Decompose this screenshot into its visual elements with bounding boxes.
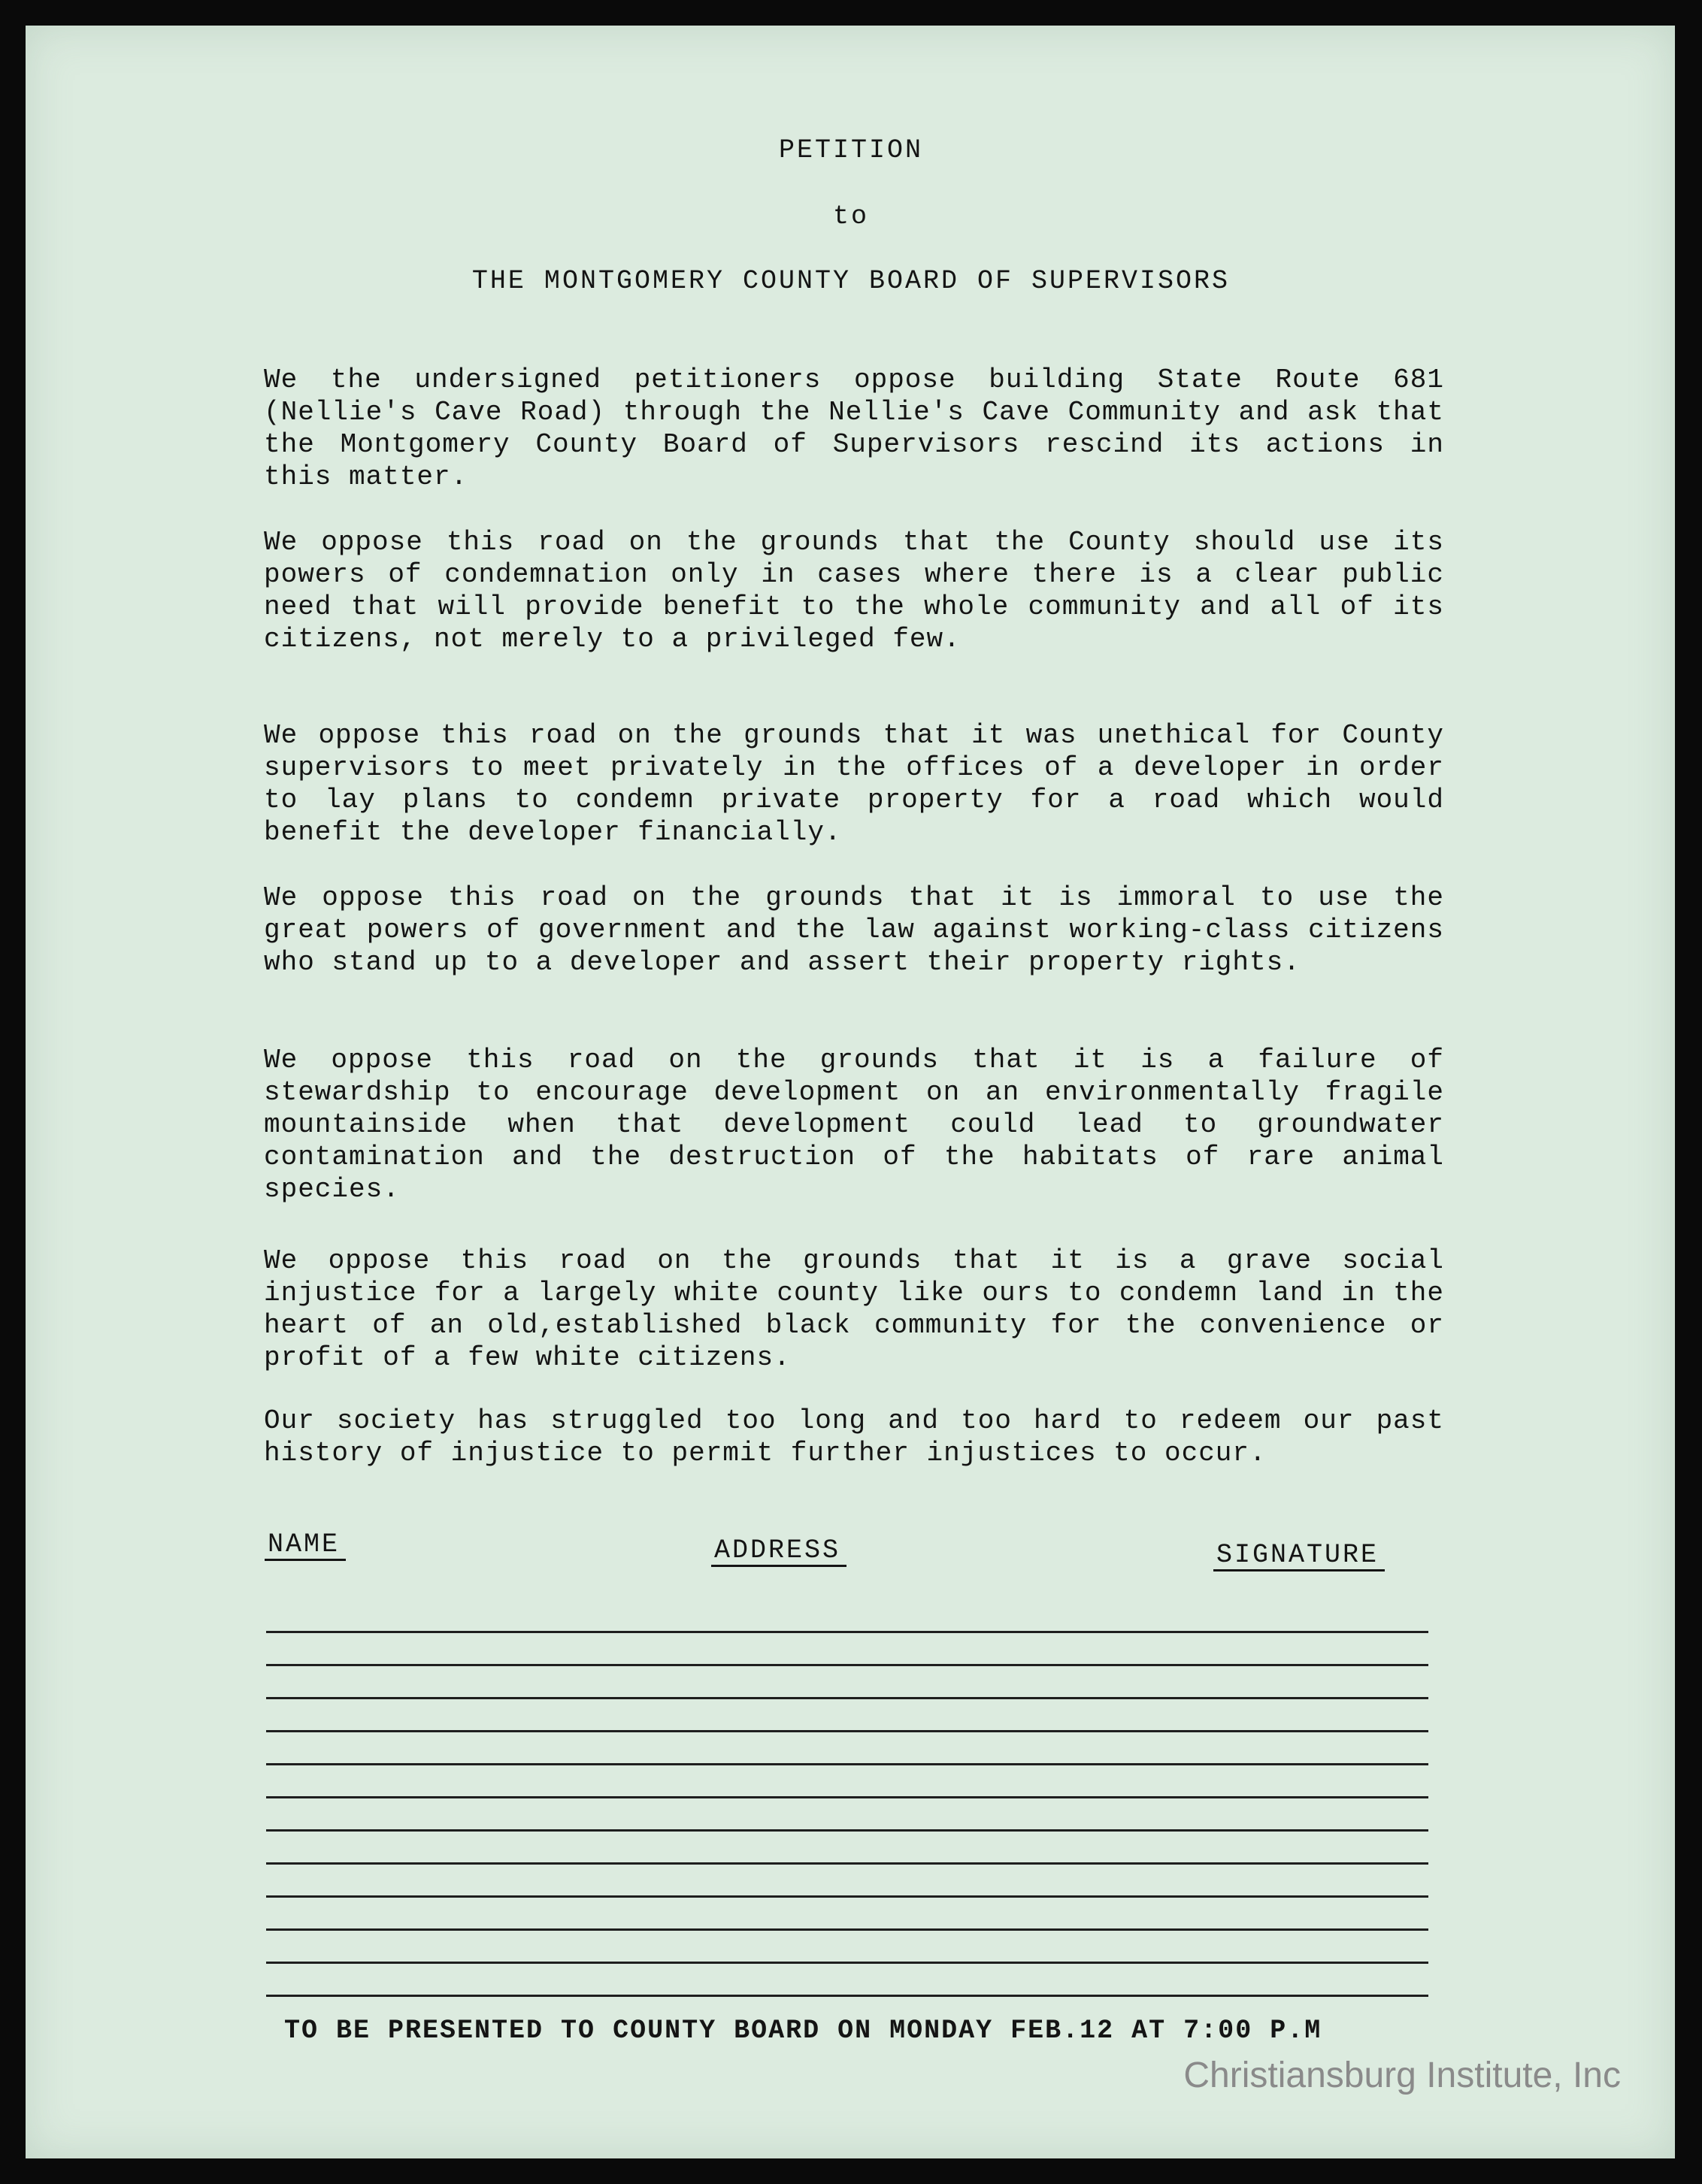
archive-watermark: Christiansburg Institute, Inc xyxy=(1183,2055,1621,2095)
paragraph-1: We the undersigned petitioners oppose building State Route 681 (Nellie's Cave Road) through the Nellie's Cave Community and ask that the Montgomery County Board of Supervisors rescind its actions in this matter. xyxy=(264,365,1444,492)
paragraph-5: We oppose this road on the grounds that it is a failure of stewardship to encourage development on an environmentally fragile mountainside when that development could lead to groundwater contamination and the destruction of the habitats of rare animal species. xyxy=(264,1045,1444,1205)
signature-row-line xyxy=(266,1730,1428,1732)
signature-row-line xyxy=(266,1862,1428,1865)
signature-row-line xyxy=(266,1763,1428,1765)
paragraph-6: We oppose this road on the grounds that it is a grave social injustice for a largely white county like ours to condemn land in the heart of an old,established black community for the convenience or profit of a few white citizens. xyxy=(264,1245,1444,1373)
signature-row-line xyxy=(266,1962,1428,1964)
column-header-address: ADDRESS xyxy=(711,1536,846,1567)
signature-row-line xyxy=(266,1895,1428,1898)
signature-row-line xyxy=(266,1664,1428,1666)
signature-row-line xyxy=(266,1796,1428,1798)
paragraph-4: We oppose this road on the grounds that it is immoral to use the great powers of government and the law against working-class citizens who stand up to a developer and assert their property rights. xyxy=(264,882,1444,978)
signature-row-line xyxy=(266,1697,1428,1699)
signature-row-line xyxy=(266,1995,1428,1997)
paragraph-3: We oppose this road on the grounds that it was unethical for County supervisors to meet privately in the offices of a developer in order to lay plans to condemn private property for a road which would benefit the developer financially. xyxy=(264,720,1444,848)
column-header-signature: SIGNATURE xyxy=(1213,1541,1385,1571)
signature-row-line xyxy=(266,1631,1428,1633)
signature-row-line xyxy=(266,1829,1428,1832)
document-title: PETITION xyxy=(778,135,924,165)
column-header-name: NAME xyxy=(265,1530,346,1561)
document-addressee: THE MONTGOMERY COUNTY BOARD OF SUPERVISORS xyxy=(471,266,1231,296)
document-to: to xyxy=(832,201,869,231)
paragraph-2: We oppose this road on the grounds that the County should use its powers of condemnation only in cases where there is a clear public need that will provide benefit to the whole community and all of its citizens, not merely to a privileged few. xyxy=(264,527,1444,655)
paragraph-7: Our society has struggled too long and too hard to redeem our past history of injustice to permit further injustices to occur. xyxy=(264,1405,1444,1469)
presentation-notice: TO BE PRESENTED TO COUNTY BOARD ON MONDAY FEB.12 AT 7:00 P.M xyxy=(284,2016,1322,2046)
signature-row-line xyxy=(266,1928,1428,1931)
